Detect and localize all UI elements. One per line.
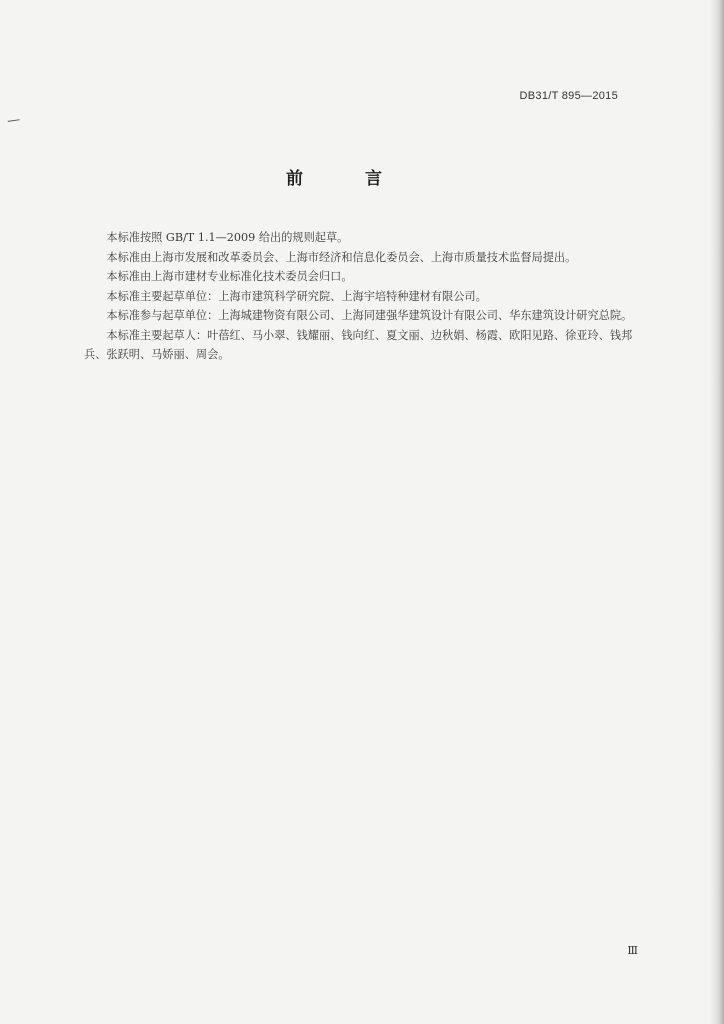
document-code: DB31/T 895—2015 xyxy=(519,90,618,102)
page-number: Ⅲ xyxy=(627,944,638,957)
page-title: 前 言 xyxy=(286,169,410,189)
paragraph-main-drafters: 本标准主要起草人：叶蓓红、马小翠、钱耀丽、钱向红、夏文丽、边秋娟、杨霞、欧阳见路、徐亚玲、钱邦兵、张跃明、马娇丽、周会。 xyxy=(84,328,633,361)
paragraph-participating-units: 本标准参与起草单位：上海城建物资有限公司、上海同建强华建筑设计有限公司、华东建筑设计研究总院。 xyxy=(106,309,633,322)
scan-mark xyxy=(8,119,21,126)
foreword-body xyxy=(84,228,644,365)
paragraph-under-jurisdiction: 本标准由上海市建材专业标准化技术委员会归口。 xyxy=(106,270,353,283)
paragraph-main-drafting-units: 本标准主要起草单位：上海市建筑科学研究院、上海宇培特种建材有限公司。 xyxy=(106,289,487,303)
paragraph-drafting-rules: 本标准按照 GB/T 1.1—2009 给出的规则起草。 xyxy=(106,231,349,244)
paragraph-proposed-by: 本标准由上海市发展和改革委员会、上海市经济和信息化委员会、上海市质量技术监督局提出。 xyxy=(106,250,577,264)
page-edge-shadow xyxy=(710,0,724,1024)
